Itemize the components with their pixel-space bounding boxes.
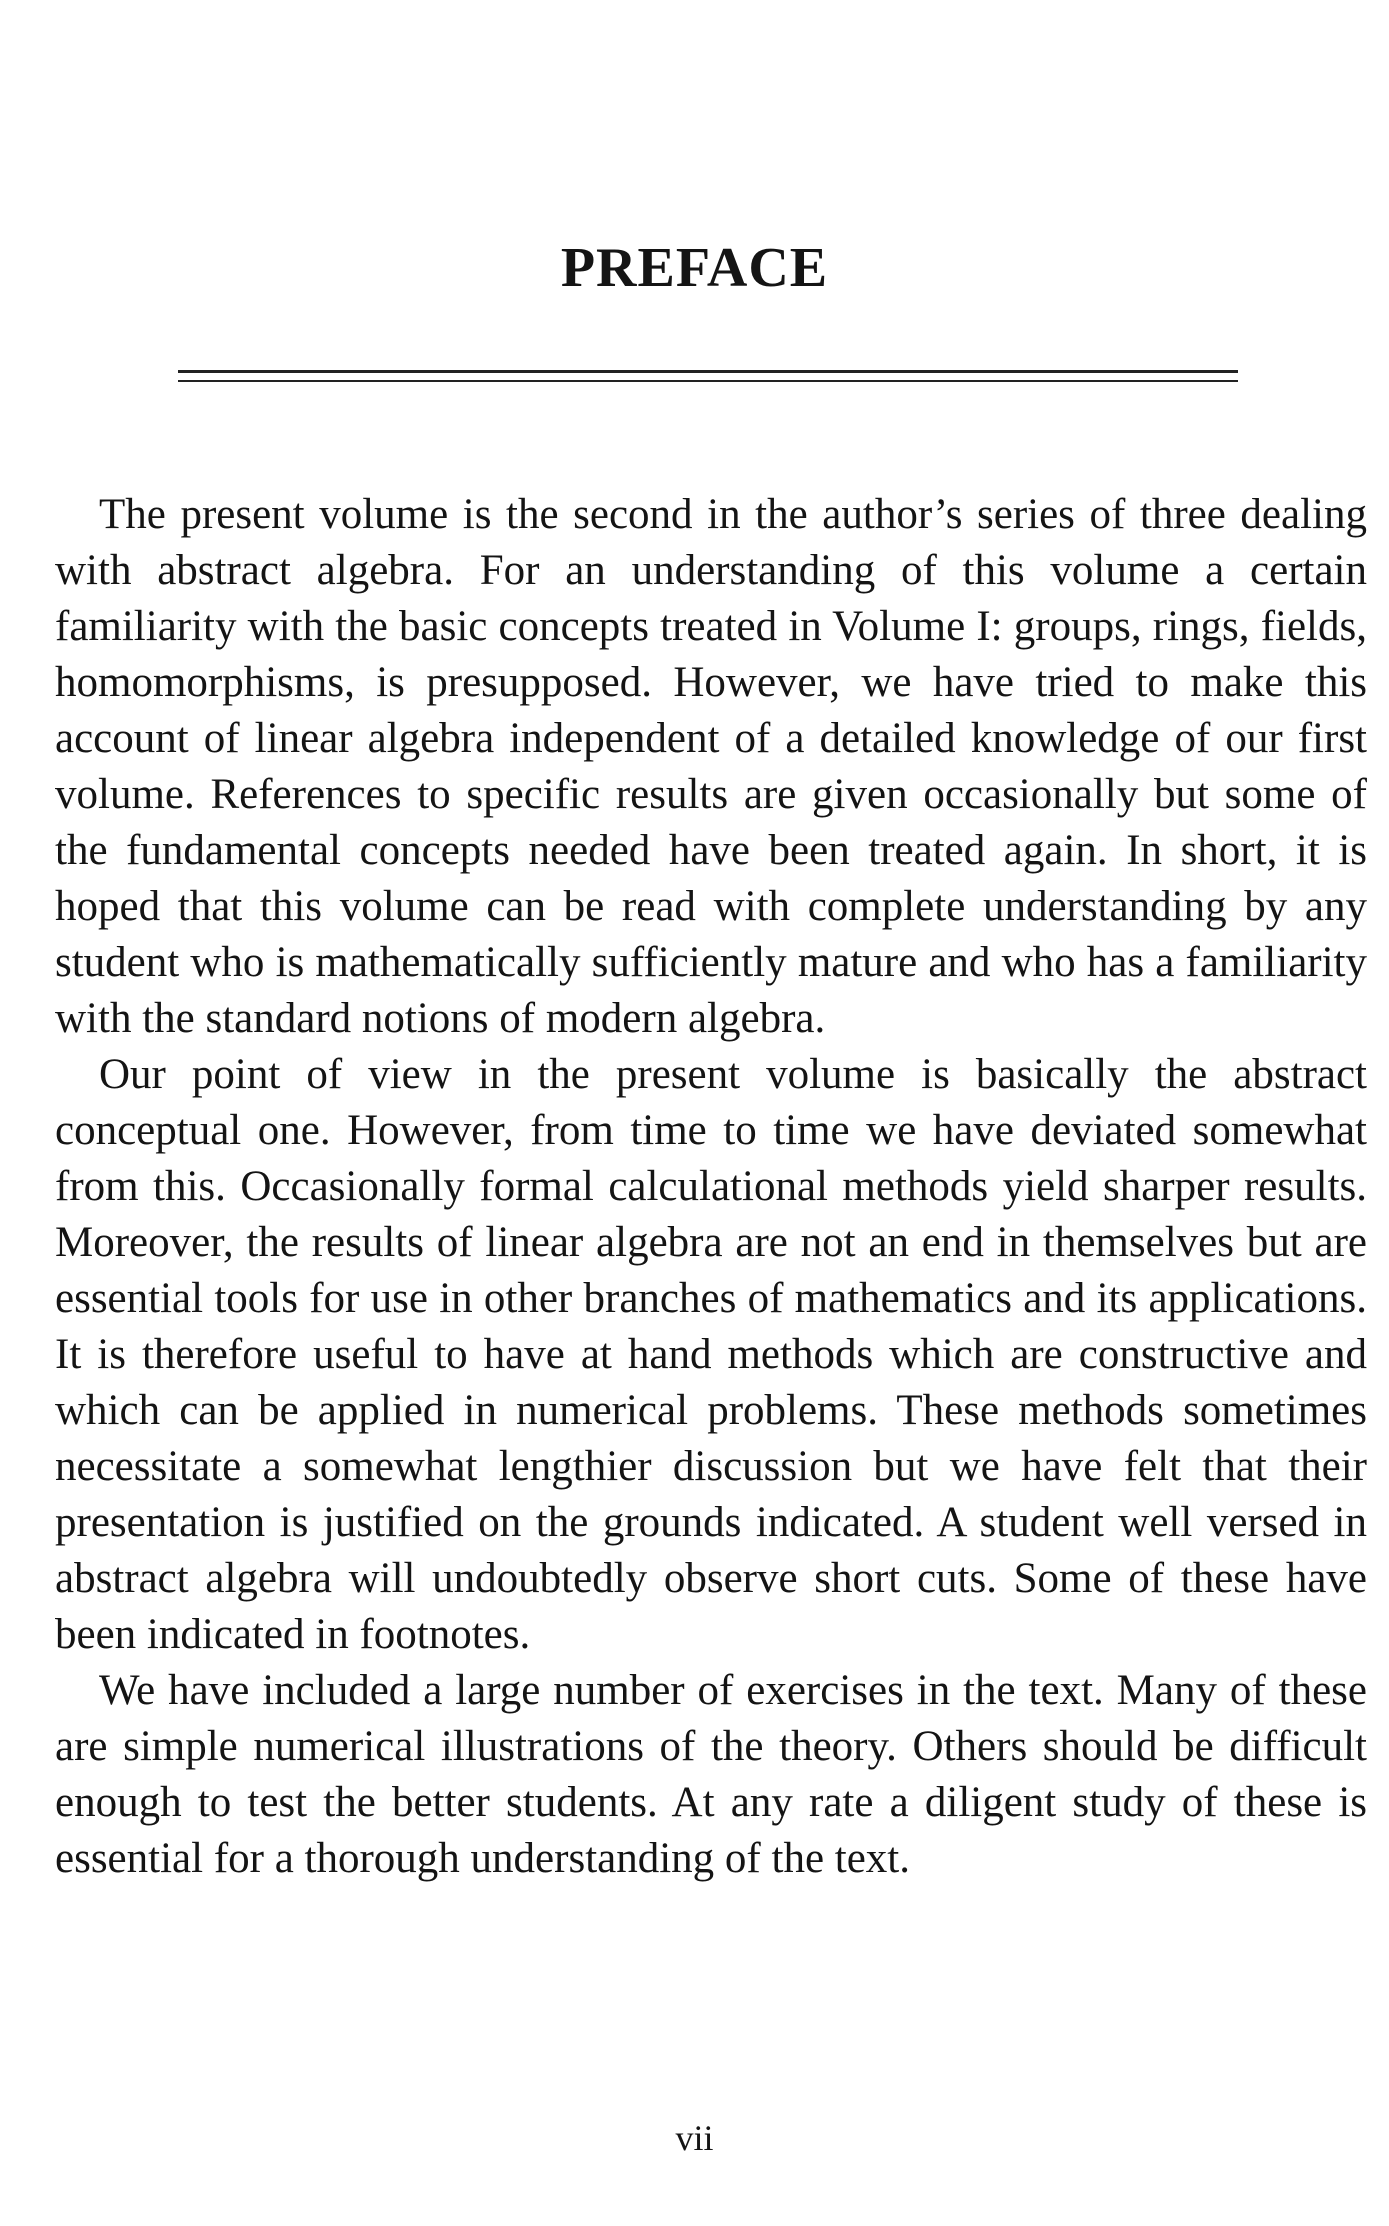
page-number: vii bbox=[675, 2118, 714, 2158]
paragraph-2: Our point of view in the present volume is basically the abstract conceptual one. However, from time to time we have deviated somewhat from this. Occasionally formal calculational methods yield sharper results. Moreover, the results of linear algebra are not an end in themselves but are essential tools for use in other branches of mathematics and its applications. It is therefore useful to have at hand methods which are constructive and which can be applied in numerical problems. These methods sometimes necessitate a somewhat lengthier discussion but we have felt that their presentation is justified on the grounds indicated. A student well versed in abstract algebra will undoubtedly observe short cuts. Some of these have been indicated in footnotes. bbox=[55, 1051, 1367, 1658]
page-title: PREFACE bbox=[560, 237, 829, 299]
preface-body bbox=[55, 487, 1367, 1887]
paragraph-1: The present volume is the second in the author’s series of three dealing with abstract algebra. For an understanding of this volume a certain familiarity with the basic concepts treated in Volume I: groups, rings, fields, homomorphisms, is presupposed. However, we have tried to make this account of linear algebra independent of a detailed knowledge of our first volume. References to specific results are given occasionally but some of the fundamental concepts needed have been treated again. In short, it is hoped that this volume can be read with complete understanding by any student who is mathematically sufficiently mature and who has a familiarity with the standard notions of modern algebra. bbox=[55, 491, 1367, 1042]
title-rule-upper bbox=[178, 370, 1238, 373]
title-rule-lower bbox=[178, 380, 1238, 382]
paragraph-3: We have included a large number of exercises in the text. Many of these are simple numerical illustrations of the theory. Others should be difficult enough to test the better students. At any rate a diligent study of these is essential for a thorough understanding of the text. bbox=[55, 1667, 1367, 1882]
